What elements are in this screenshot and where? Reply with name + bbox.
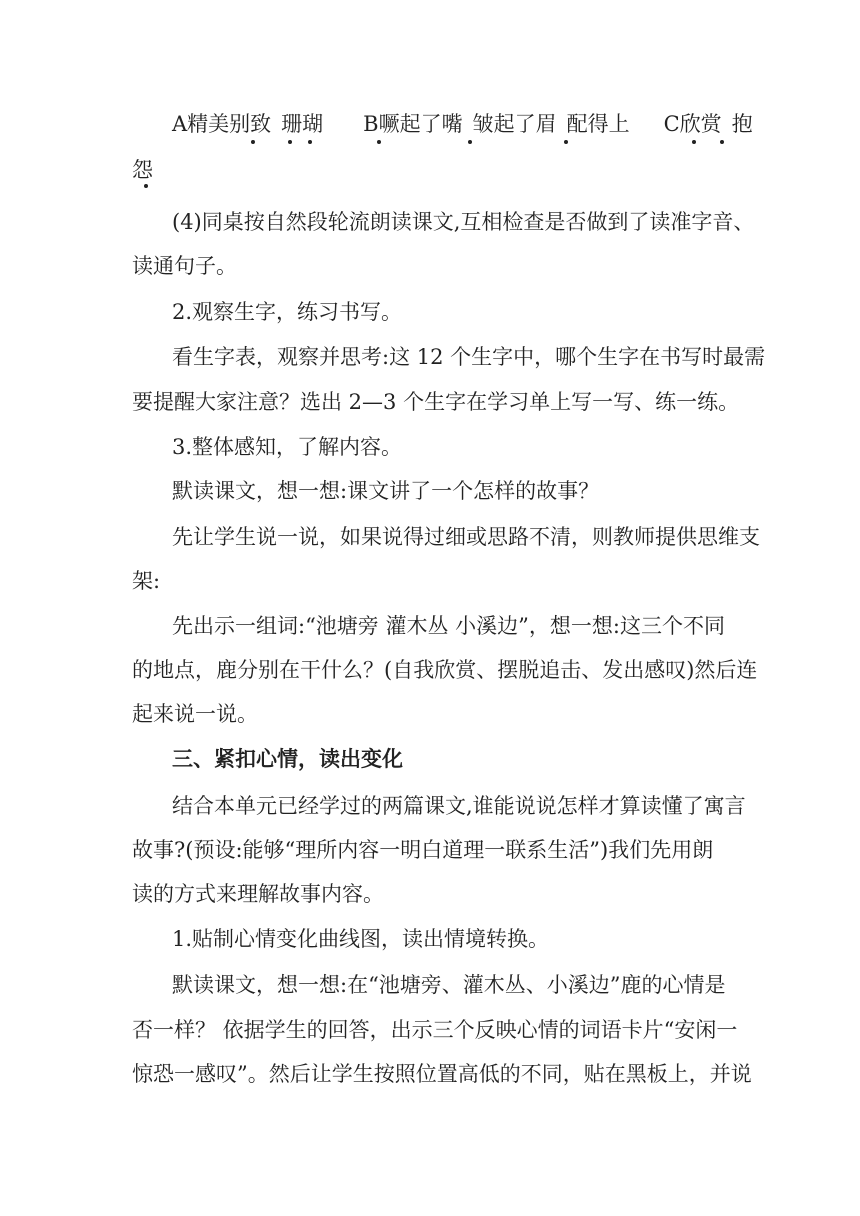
paragraph-line: 的地点，鹿分别在干什么？(自我欣赏、摆脱追击、发出感叹)然后连	[132, 658, 758, 682]
option-c-word-2: 抱	[731, 112, 753, 136]
option-c-label: C	[663, 112, 680, 136]
options-line	[172, 110, 753, 138]
paragraph-line: 要提醒大家注意？选出 2—3 个生字在学习单上写一写、练一练。	[132, 390, 740, 414]
paragraph-line: 起来说一说。	[132, 702, 258, 726]
paragraph-line: 否一样？ 依据学生的回答，出示三个反映心情的词语卡片“安闲一	[132, 1018, 738, 1042]
paragraph-line: 默读课文，想一想:在“池塘旁、灌木丛、小溪边”鹿的心情是	[172, 973, 726, 997]
paragraph-line: 2.观察生字，练习书写。	[172, 300, 403, 324]
paragraph-line: 惊恐一感叹”。然后让学生按照位置高低的不同，贴在黑板上，并说	[132, 1062, 752, 1086]
paragraph-line: 1.贴制心情变化曲线图，读出情境转换。	[172, 927, 550, 951]
emphasis-dot	[251, 140, 255, 144]
emphasis-dot	[720, 140, 724, 144]
paragraph-line: (4)同桌按自然段轮流朗读课文,互相检查是否做到了读准字音、	[172, 210, 755, 234]
paragraph-line: 读的方式来理解故事内容。	[132, 882, 384, 906]
option-b-word-2: 皱起了眉	[472, 112, 557, 136]
emphasis-dot	[144, 184, 148, 188]
paragraph-line: 先让学生说一说，如果说得过细或思路不清，则教师提供思维支	[172, 525, 760, 549]
paragraph-line: 先出示一组词:“池塘旁 灌木丛 小溪边”，想一想:这三个不同	[172, 614, 725, 638]
paragraph-line: 读通句子。	[132, 254, 237, 278]
option-b-label: B	[363, 112, 379, 136]
emphasis-dot	[468, 140, 472, 144]
option-a-label: A	[172, 112, 188, 136]
paragraph-line: 看生字表，观察并思考:这 12 个生字中，哪个生字在书写时最需	[172, 345, 766, 369]
emphasis-dot	[692, 140, 696, 144]
option-b-word-3: 配得上	[566, 112, 630, 136]
emphasis-dot	[564, 140, 568, 144]
option-a-word-2: 珊瑚	[281, 112, 324, 136]
emphasis-dot	[308, 140, 312, 144]
option-a-word-1: 精美别致	[187, 112, 272, 136]
section-heading: 三、紧扣心情，读出变化	[172, 746, 403, 771]
paragraph-line: 3.整体感知，了解内容。	[172, 435, 403, 459]
paragraph-line: 架:	[132, 569, 161, 593]
paragraph-line: 默读课文，想一想:课文讲了一个怎样的故事？	[172, 479, 600, 503]
emphasis-dot	[288, 140, 292, 144]
option-b-word-1: 噘起了嘴	[378, 112, 463, 136]
option-c-word-2-wrap: 怨	[132, 158, 153, 182]
emphasis-dot	[377, 140, 381, 144]
paragraph-line: 结合本单元已经学过的两篇课文,谁能说说怎样才算读懂了寓言	[172, 794, 746, 818]
paragraph-line: 故事?(预设:能够“理所内容一明白道理一联系生活”)我们先用朗	[132, 838, 714, 862]
option-c-word-1: 欣赏	[679, 112, 722, 136]
options-line-wrap	[132, 156, 153, 184]
